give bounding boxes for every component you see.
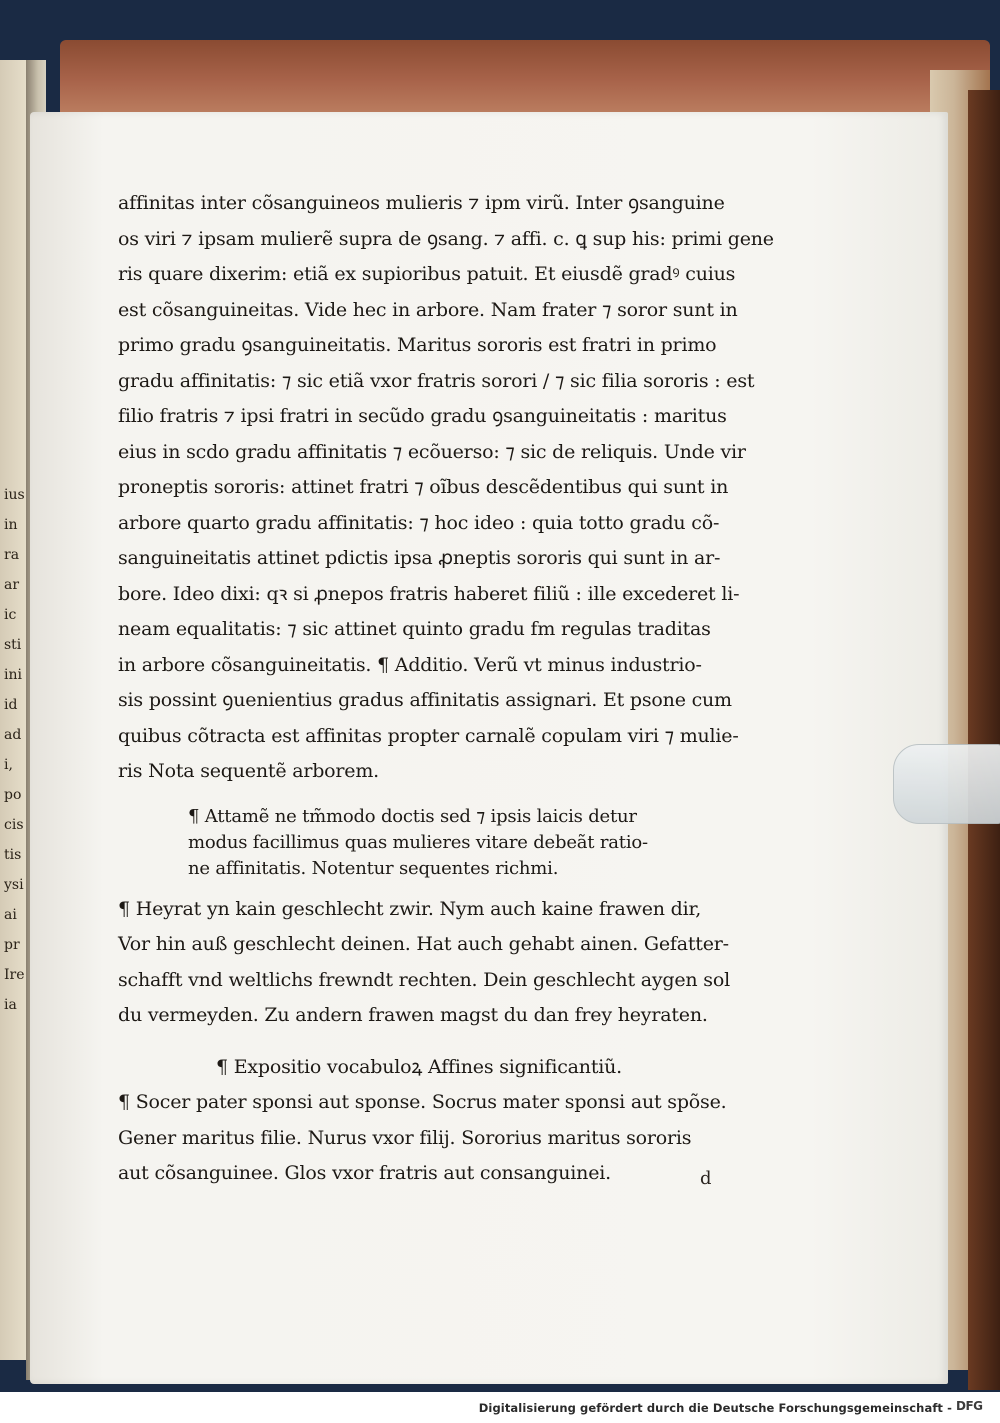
previous-page-fragment: cis bbox=[4, 817, 24, 833]
book-cover bbox=[968, 90, 1000, 1390]
text-line: primo gradu ꝯsanguineitatis. Maritus sororis est fratri in primo bbox=[118, 334, 717, 356]
previous-page-fragment: ra bbox=[4, 547, 20, 563]
glossary-line: aut cõsanguinee. Glos vxor fratris aut consanguinei. bbox=[118, 1162, 611, 1184]
previous-page-fragment: id bbox=[4, 697, 18, 713]
rhyme-line: ¶ Heyrat yn kain geschlecht zwir. Nym auch kaine frawen dir, bbox=[118, 897, 702, 920]
text-line: est cõsanguineitas. Vide hec in arbore. Nam frater ⁊ soror sunt in bbox=[118, 298, 738, 321]
note-line: ¶ Attamẽ ne tm̃modo doctis sed ⁊ ipsis laicis detur bbox=[188, 805, 637, 827]
note-line: ne affinitatis. Notentur sequentes richmi. bbox=[188, 857, 559, 879]
text-line: proneptis sororis: attinet fratri ⁊ oĩbus descẽdentibus qui sunt in bbox=[118, 476, 729, 498]
text-line: neam equalitatis: ⁊ sic attinet quinto gradu fm regulas traditas bbox=[118, 618, 711, 640]
text-line: arbore quarto gradu affinitatis: ⁊ hoc ideo : quia totto gradu cõ- bbox=[118, 511, 720, 534]
previous-page-fragment: ai bbox=[4, 907, 17, 923]
previous-page-fragment: ar bbox=[4, 577, 20, 593]
main-paragraph bbox=[118, 186, 918, 790]
previous-page-fragment: Ire bbox=[4, 967, 25, 983]
previous-page-fragment: tis bbox=[4, 847, 22, 863]
footer-bar bbox=[0, 1392, 1000, 1423]
rhyme-line: schafft vnd weltlichs frewndt rechten. Dein geschlecht aygen sol bbox=[118, 968, 730, 991]
text-line: os viri ⁊ ipsam mulierẽ supra de ꝯsang. ⁊ affi. c. ꝗ sup his: primi gene bbox=[118, 227, 774, 250]
page-text bbox=[118, 186, 918, 1192]
glossary-line: Gener maritus filie. Nurus vxor filij. Sororius maritus sororis bbox=[118, 1126, 692, 1149]
text-line: quibus cõtracta est affinitas propter carnalẽ copulam viri ⁊ mulie- bbox=[118, 724, 739, 747]
text-line: sis possint ꝯuenientius gradus affinitatis assignari. Et psone cum bbox=[118, 689, 732, 711]
text-line: ris quare dixerim: etiã ex supioribus patuit. Et eiusdẽ gradꝰ cuius bbox=[118, 263, 736, 285]
german-rhyme bbox=[118, 892, 918, 1034]
funding-credit: Digitalisierung gefördert durch die Deutsche Forschungsgemeinschaft - bbox=[478, 1401, 952, 1415]
dfg-logo-icon: DFG bbox=[956, 1399, 983, 1413]
previous-page-fragment: ic bbox=[4, 607, 17, 623]
text-line: filio fratris ⁊ ipsi fratri in secũdo gradu ꝯsanguineitatis : maritus bbox=[118, 405, 727, 427]
text-line: bore. Ideo dixi: qꝛ si ꝓnepos fratris haberet filiũ : ille excederet li- bbox=[118, 582, 740, 605]
glossary-paragraph bbox=[118, 1085, 918, 1192]
glossary-line: ¶ Socer pater sponsi aut sponse. Socrus mater sponsi aut spõse. bbox=[118, 1091, 727, 1113]
text-line: eius in scdo gradu affinitatis ⁊ ecõuerso: ⁊ sic de reliquis. Unde vir bbox=[118, 440, 746, 463]
rhyme-line: du vermeyden. Zu andern frawen magst du dan frey heyraten. bbox=[118, 1004, 708, 1026]
text-line: gradu affinitatis: ⁊ sic etiã vxor fratris sorori / ⁊ sic filia sororis : est bbox=[118, 369, 755, 392]
rhyme-line: Vor hin auß geschlecht deinen. Hat auch gehabt ainen. Gefatter- bbox=[118, 933, 729, 955]
previous-page-fragment: ius bbox=[4, 487, 25, 503]
text-line: ris Nota sequentẽ arborem. bbox=[118, 760, 380, 782]
text-line: sanguineitatis attinet pdictis ipsa ꝓneptis sororis qui sunt in ar- bbox=[118, 547, 721, 569]
section-heading: ¶ Expositio vocabuloꝝ Affines significantiũ. bbox=[216, 1055, 623, 1078]
indented-note bbox=[118, 804, 918, 882]
previous-page-fragment: sti bbox=[4, 637, 22, 653]
previous-page-fragment: ini bbox=[4, 667, 22, 683]
text-line: in arbore cõsanguineitatis. ¶ Additio. Verũ vt minus industrio- bbox=[118, 653, 702, 676]
previous-page-fragment: ysi bbox=[4, 877, 24, 893]
previous-page-fragment: ad bbox=[4, 727, 22, 743]
previous-page-fragment: ia bbox=[4, 997, 17, 1013]
signature-mark: d bbox=[700, 1168, 712, 1189]
previous-page-text bbox=[4, 480, 26, 1020]
previous-page-fragment: in bbox=[4, 517, 18, 533]
note-line: modus facillimus quas mulieres vitare debeãt ratio- bbox=[188, 831, 648, 853]
previous-page-fragment: po bbox=[4, 787, 22, 803]
previous-page-fragment: pr bbox=[4, 937, 20, 953]
text-line: affinitas inter cõsanguineos mulieris ⁊ ipm virũ. Inter ꝯsanguine bbox=[118, 192, 725, 214]
previous-page-fragment: i, bbox=[4, 757, 13, 773]
